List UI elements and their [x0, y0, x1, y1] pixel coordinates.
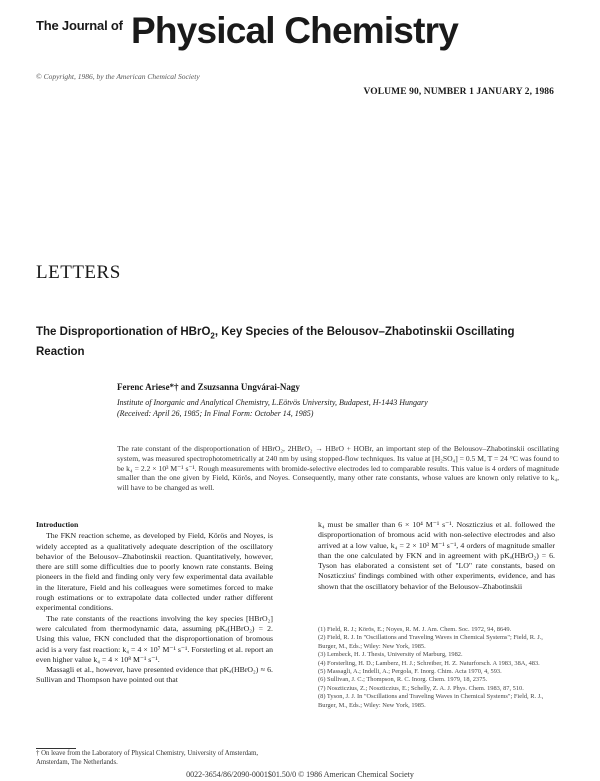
reference-item: (4) Forsterling, H. D.; Lamberz, H. J.; Schreiber, H. Z. Naturforsch. A 1983, 38A, 483. — [318, 659, 540, 667]
affiliation: Institute of Inorganic and Analytical Chemistry, L.Eötvös University, Budapest, H-1443 Hungary — [117, 398, 428, 407]
paragraph: The rate constants of the reactions involving the key species [HBrO₂] were calculated from thermodynamic data, assuming pKₐ(HBrO₂) = 2. Using this value, FKN concluded that the disproportionation of bromous acid is a very fast reaction: k₄ = 4 × 10⁷ M⁻¹ s⁻¹. Forsterling et al. report an even higher value k₄ = 4 × 10⁸ M⁻¹ s⁻¹. — [36, 613, 273, 664]
journal-prefix: The Journal of — [36, 18, 123, 33]
title-subscript: 2 — [210, 331, 215, 341]
footnote-rule — [36, 748, 76, 749]
article-authors: Ferenc Ariese*† and Zsuzsanna Ungvárai-Nagy — [117, 382, 300, 392]
reference-item: (5) Massagli, A.; Indelli, A.; Pergola, F. Inorg. Chim. Acta 1970, 4, 593. — [318, 668, 502, 676]
received-dates: (Received: April 26, 1985; In Final Form: October 14, 1985) — [117, 408, 314, 418]
journal-name: Physical Chemistry — [131, 10, 458, 51]
reference-item: (6) Sullivan, J. C.; Thompson, R. C. Inorg. Chem. 1979, 18, 2375. — [318, 676, 488, 684]
reference-item: (2) Field, R. J. In "Oscillations and Traveling Waves in Chemical Systems"; Field, R. J., Burger, M., Eds.; Wiley: New York, 1985. — [318, 634, 543, 650]
paragraph: Massagli et al., however, have presented evidence that pKₐ(HBrO₂) ≈ 6. Sullivan and Thompson have pointed out that — [36, 665, 273, 685]
issue-line: VOLUME 90, NUMBER 1 JANUARY 2, 1986 — [363, 87, 554, 97]
affiliation-block — [117, 398, 557, 419]
title-part-1: The Disproportionation of HBrO — [36, 326, 211, 338]
reference-item: (3) Lembeck, H. J. Thesis, University of Marburg, 1982. — [318, 651, 463, 659]
references-list — [318, 626, 560, 710]
introduction-heading: Introduction — [36, 520, 79, 529]
paragraph: k₄ must be smaller than 6 × 10⁴ M⁻¹ s⁻¹. Noszticzius et al. followed the disproportionation of bromous acid with non-selective electrodes and also arrived at a low value, k₄ = 2 × 10³ M⁻¹ s⁻¹, 4 orders of magnitude smaller than the one calculated by FKN and in agreement with pKₐ(HBrO₂) = 6. Tyson has elaborated a consistent set of "LO" rate constants, based on Noszticzius' findings combined with other experiments, evidence, and has shown that the oscillatory behavior of the Belousov–Zhabotinskii — [318, 520, 555, 591]
body-column-right — [318, 520, 555, 592]
page-footer: 0022-3654/86/2090-0001$01.50/0 © 1986 American Chemical Society — [186, 770, 414, 779]
paragraph: The FKN reaction scheme, as developed by Field, Körös and Noyes, is widely accepted as a qualitatively adequate description of the oscillatory behavior of the Belousov–Zhabotinskii reaction. Quantitatively, however, there are still some difficulties due to poorly known rate constants. Being pioneers in the field and finding only very few experimental data available in the literature, Field and his colleagues were sometimes forced to make rough estimations or to extrapolate data collected under rather different experimental conditions. — [36, 531, 273, 613]
copyright-line: © Copyright, 1986, by the American Chemical Society — [36, 72, 200, 81]
author-footnote: † On leave from the Laboratory of Physical Chemistry, University of Amsterdam, Amsterdam, The Netherlands. — [36, 750, 259, 766]
body-column-left — [36, 520, 273, 686]
reference-item: (8) Tyson, J. J. In "Oscillations and Traveling Waves in Chemical Systems"; Field, R. J., Burger, M., Eds.; Wiley: New York, 1985. — [318, 693, 544, 709]
article-title — [36, 324, 566, 361]
section-heading: LETTERS — [36, 262, 121, 283]
title-part-2: , Key Species of the Belousov–Zhabotinskii Oscillating Reaction — [36, 326, 515, 359]
abstract: The rate constant of the disproportionation of HBrO₂, 2HBrO₂ → HBrO + HOBr, an important step of the Belousov–Zhabotinskii oscillating system, was measured spectrophotometrically at 240 nm by using stopped-flow techniques. Its value at [H₂SO₄] = 0.5 M, T = 24 °C was found to be k₄ = 2.2 × 10³ M⁻¹ s⁻¹. Rough measurements with bromide-selective electrodes led to comparable results. This value is 4 orders of magnitude smaller than the one given by Field, Körös, and Noyes. Consequently, many other rate constants, whose values are known only relative to k₄, will have to be changed as well. — [117, 444, 559, 493]
reference-item: (7) Noszticzius, Z.; Noszticzius, E.; Schelly, Z. A. J. Phys. Chem. 1983, 87, 510. — [318, 684, 524, 692]
reference-item: (1) Field, R. J.; Körös, E.; Noyes, R. M. J. Am. Chem. Soc. 1972, 94, 8649. — [318, 626, 512, 633]
